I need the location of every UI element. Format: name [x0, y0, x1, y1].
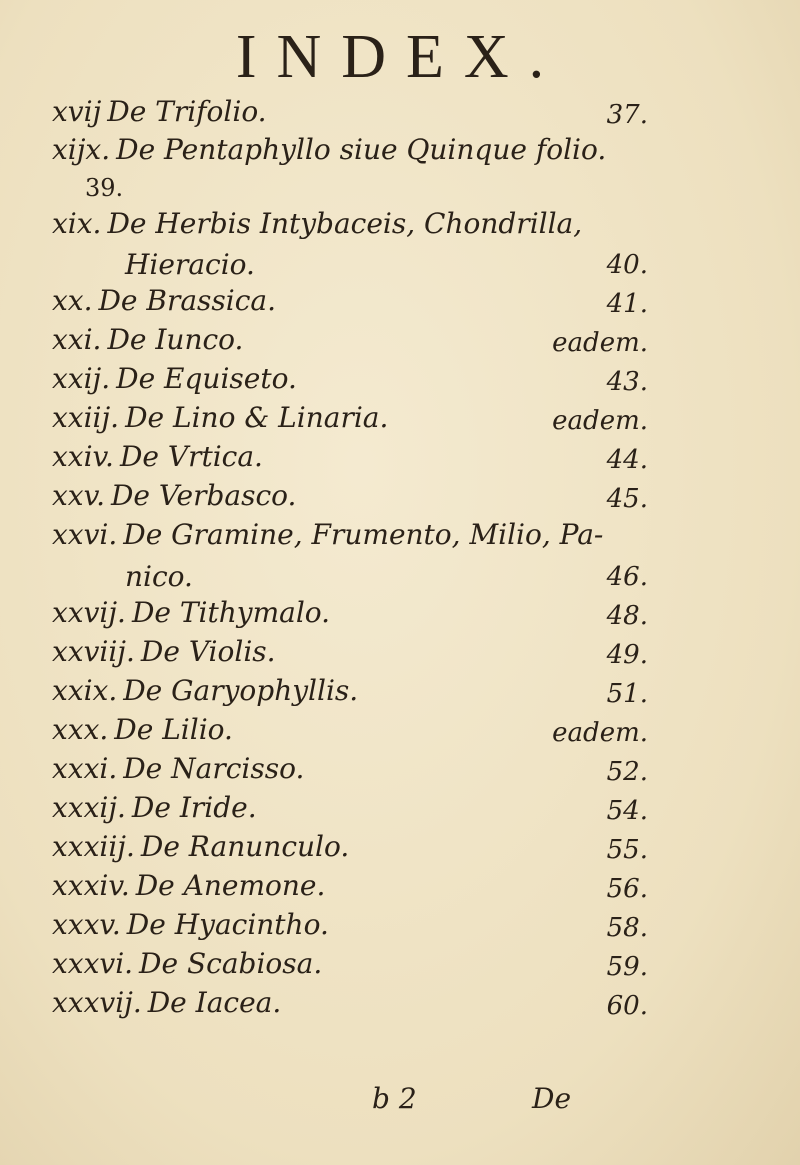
index-entry: xxxi. De Narcisso. — [52, 752, 305, 785]
index-entry-continuation: nico. — [125, 560, 193, 593]
page-number: 54. — [606, 796, 648, 826]
index-entry: xxv. De Verbasco. — [52, 479, 297, 512]
page-number: eadem. — [552, 328, 648, 358]
page-number: 39. — [85, 174, 124, 202]
index-entry: xxxij. De Iride. — [52, 791, 257, 824]
index-entry: xxxiv. De Anemone. — [52, 869, 326, 902]
index-entry: xxi. De Iunco. — [52, 323, 244, 356]
page-number: 41. — [606, 289, 648, 319]
page-number: 52. — [606, 757, 648, 787]
page-number: eadem. — [552, 718, 648, 748]
index-entry: xxix. De Garyophyllis. — [52, 674, 359, 707]
index-entry: xxvi. De Gramine, Frumento, Milio, Pa- — [52, 518, 604, 551]
page-number: 51. — [606, 679, 648, 709]
page-title: INDEX. — [235, 23, 565, 91]
page-number: 58. — [606, 913, 648, 943]
page-number: 43. — [606, 367, 648, 397]
index-entry: xxxiij. De Ranunculo. — [52, 830, 350, 863]
index-entry: xvij De Trifolio. — [52, 95, 267, 128]
page-number: 40. — [606, 250, 648, 280]
index-entry: xxxvi. De Scabiosa. — [52, 947, 323, 980]
index-entry: xxx. De Lilio. — [52, 713, 233, 746]
index-entry: xijx. De Pentaphyllo siue Quinque folio. — [52, 133, 607, 166]
index-entry: xxiij. De Lino & Linaria. — [52, 401, 389, 434]
page-number: 60. — [606, 991, 648, 1021]
page-number: 37. — [606, 100, 648, 130]
index-entry: xxij. De Equiseto. — [52, 362, 297, 395]
index-entry: xxxvij. De Iacea. — [52, 986, 282, 1019]
page-number: 45. — [606, 484, 648, 514]
page-number: 46. — [606, 562, 648, 592]
page-number: 55. — [606, 835, 648, 865]
index-entry: xxxv. De Hyacintho. — [52, 908, 329, 941]
index-entry-continuation: Hieracio. — [125, 248, 255, 281]
page-number: 56. — [606, 874, 648, 904]
page-number: eadem. — [552, 406, 648, 436]
catchword: De — [532, 1082, 572, 1115]
page-number: 48. — [606, 601, 648, 631]
index-entry: xix. De Herbis Intybaceis, Chondrilla, — [52, 207, 583, 240]
page-number: 49. — [606, 640, 648, 670]
index-entry: xxvij. De Tithymalo. — [52, 596, 331, 629]
index-entry: xxviij. De Violis. — [52, 635, 276, 668]
page-number: 59. — [606, 952, 648, 982]
page-number: 44. — [606, 445, 648, 475]
index-entry: xx. De Brassica. — [52, 284, 277, 317]
index-entry: xxiv. De Vrtica. — [52, 440, 263, 473]
signature-mark: b 2 — [372, 1082, 417, 1115]
